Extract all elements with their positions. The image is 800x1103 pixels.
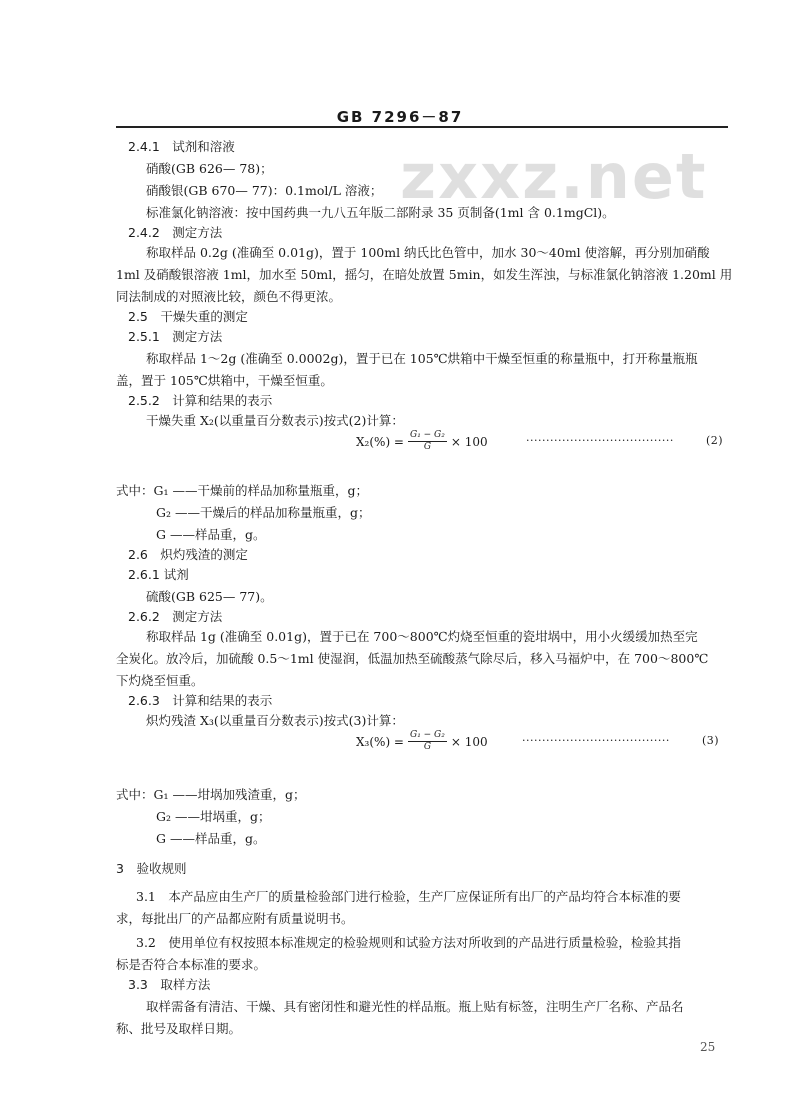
standard-number-header: GB 7296－87 [336, 108, 464, 126]
text-line: 式中：G₁ ——干燥前的样品加称量瓶重，g； [116, 483, 368, 498]
text-line: 标准氯化钠溶液：按中国药典一九八五年版二部附录 35 页制备(1ml 含 0.1mgCl)。 [146, 205, 615, 220]
section-2-4-1-heading: 2.4.1 试剂和溶液 [128, 139, 235, 154]
watermark-text: zxxz.net [400, 140, 708, 213]
section-2-5-2-heading: 2.5.2 计算和结果的表示 [128, 393, 273, 408]
leader-dots: ····································· [522, 734, 670, 747]
formula-rhs: × 100 [450, 434, 488, 449]
text-line: 干燥失重 X₂(以重量百分数表示)按式(2)计算： [146, 413, 404, 428]
text-line: 称、批号及取样日期。 [116, 1021, 242, 1036]
formula-lhs: X₂(%) = [356, 434, 404, 449]
formula-lhs: X₃(%) = [356, 734, 404, 749]
text-line: 3.2 使用单位有权按照本标准规定的检验规则和试验方法对所收到的产品进行质量检验，检验其指 [136, 935, 681, 950]
equation-number: (3) [702, 734, 720, 747]
text-line: 1ml 及硝酸银溶液 1ml，加水至 50ml，摇匀，在暗处放置 5min，如发生浑浊，与标准氯化钠溶液 1.20ml 用 [116, 267, 733, 282]
text-line: 3.1 本产品应由生产厂的质量检验部门进行检验，生产厂应保证所有出厂的产品均符合本标准的要 [136, 889, 681, 904]
equation-number: (2) [706, 434, 724, 447]
text-line: 全炭化。放冷后，加硫酸 0.5～1ml 使湿润，低温加热至硫酸蒸气除尽后，移入马福炉中，在 700～800℃ [116, 651, 709, 666]
text-line: 同法制成的对照液比较，颜色不得更浓。 [116, 289, 342, 304]
text-line: 硫酸(GB 625— 77)。 [146, 589, 273, 604]
header-rule [116, 126, 728, 128]
page-number: 25 [700, 1040, 716, 1054]
fraction-numerator: G₁ − G₂ [410, 730, 445, 740]
formula-fraction [408, 730, 447, 753]
text-line: G₂ ——坩埚重，g； [156, 809, 271, 824]
leader-dots: ····································· [526, 434, 674, 447]
text-line: 炽灼残渣 X₃(以重量百分数表示)按式(3)计算： [146, 713, 404, 728]
text-line: G ——样品重，g。 [156, 527, 266, 542]
text-line: 盖，置于 105℃烘箱中，干燥至恒重。 [116, 373, 333, 388]
section-3-3-heading: 3.3 取样方法 [128, 977, 211, 992]
section-2-5-1-heading: 2.5.1 测定方法 [128, 329, 223, 344]
text-line: 硝酸(GB 626— 78)； [146, 161, 273, 176]
section-2-6-2-heading: 2.6.2 测定方法 [128, 609, 223, 624]
text-line: 标是否符合本标准的要求。 [116, 957, 267, 972]
text-line: 硝酸银(GB 670— 77)：0.1mol/L 溶液； [146, 183, 383, 198]
formula-fraction [408, 430, 447, 453]
text-line: 称取样品 1～2g (准确至 0.0002g)，置于已在 105℃烘箱中干燥至恒重的称量瓶中，打开称量瓶瓶 [146, 351, 698, 366]
text-line: 式中：G₁ ——坩埚加残渣重，g； [116, 787, 306, 802]
section-2-6-heading: 2.6 炽灼残渣的测定 [128, 547, 248, 562]
text-line: 取样需备有清洁、干燥、具有密闭性和避光性的样品瓶。瓶上贴有标签，注明生产厂名称、产品名 [146, 999, 684, 1014]
formula-2 [356, 430, 488, 453]
text-line: 称取样品 0.2g (准确至 0.01g)，置于 100ml 纳氏比色管中，加水 30～40ml 使溶解，再分别加硝酸 [146, 245, 710, 260]
section-2-4-2-heading: 2.4.2 测定方法 [128, 225, 223, 240]
formula-rhs: × 100 [450, 734, 488, 749]
section-2-6-3-heading: 2.6.3 计算和结果的表示 [128, 693, 273, 708]
formula-3 [356, 730, 488, 753]
section-2-6-1-heading: 2.6.1 试剂 [128, 567, 189, 582]
fraction-denominator: G [423, 442, 432, 452]
text-line: 称取样品 1g (准确至 0.01g)，置于已在 700～800℃灼烧至恒重的瓷坩埚中，用小火缓缓加热至完 [146, 629, 698, 644]
fraction-denominator: G [423, 742, 432, 752]
section-3-heading: 3 验收规则 [116, 861, 187, 876]
text-line: 下灼烧至恒重。 [116, 673, 204, 688]
text-line: G₂ ——干燥后的样品加称量瓶重，g； [156, 505, 371, 520]
fraction-numerator: G₁ − G₂ [410, 430, 445, 440]
section-2-5-heading: 2.5 干燥失重的测定 [128, 309, 248, 324]
text-line: 求，每批出厂的产品都应附有质量说明书。 [116, 911, 354, 926]
text-line: G ——样品重，g。 [156, 831, 266, 846]
